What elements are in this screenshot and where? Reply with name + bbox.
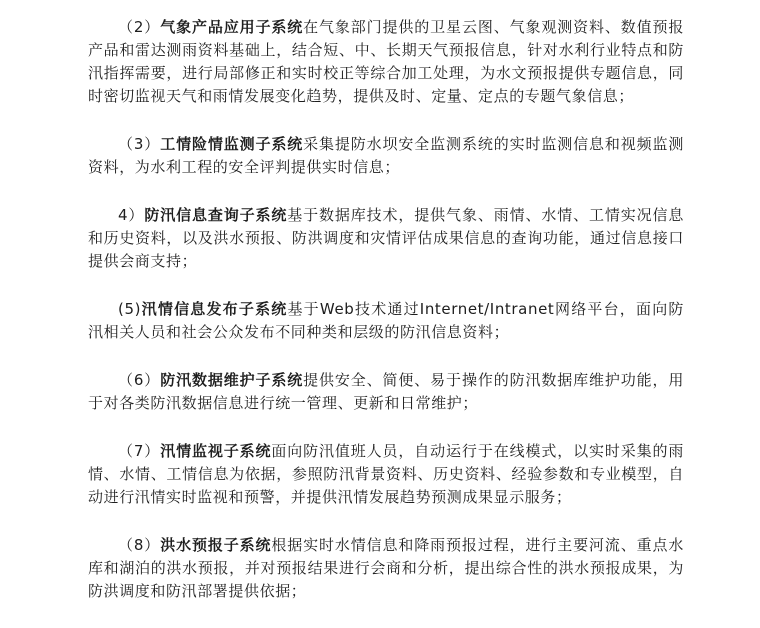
paragraph-info-query bbox=[88, 204, 684, 273]
item-title: 防汛数据维护子系统 bbox=[160, 371, 304, 389]
item-number: （6） bbox=[118, 371, 161, 389]
document-page bbox=[88, 16, 684, 628]
item-title: 汛情信息发布子系统 bbox=[141, 300, 288, 318]
paragraph-weather-products bbox=[88, 16, 684, 108]
item-title: 洪水预报子系统 bbox=[160, 536, 272, 554]
paragraph-flood-monitoring bbox=[88, 440, 684, 509]
paragraph-engineering-monitoring bbox=[88, 133, 684, 179]
item-title: 防汛信息查询子系统 bbox=[144, 206, 288, 224]
paragraph-flood-forecast bbox=[88, 534, 684, 603]
item-number: （7） bbox=[118, 442, 161, 460]
item-body: 提供安全、简便、易于操作的防汛数据库维护功能，用于对各类防汛数据信息进行统一管理、更新和日常维护； bbox=[88, 371, 684, 412]
item-title: 汛情监视子系统 bbox=[160, 442, 272, 460]
item-number: （3） bbox=[118, 135, 161, 153]
item-number: 4） bbox=[118, 206, 145, 224]
item-number: （2） bbox=[118, 18, 161, 36]
item-number: （8） bbox=[118, 536, 161, 554]
item-body: 在气象部门提供的卫星云图、气象观测资料、数值预报产品和雷达测雨资料基础上，结合短、中、长期天气预报信息，针对水利行业特点和防汛指挥需要，进行局部修正和实时校正等综合加工处理，为水文预报提供专题信息，同时密切监视天气和雨情发展变化趋势，提供及时、定量、定点的专题气象信息； bbox=[88, 18, 684, 105]
item-body: 采集提防水坝安全监测系统的实时监测信息和视频监测资料，为水利工程的安全评判提供实时信息； bbox=[88, 135, 684, 176]
item-body: 基于Web技术通过Internet/Intranet网络平台，面向防汛相关人员和社会公众发布不同种类和层级的防汛信息资料； bbox=[88, 300, 684, 341]
paragraph-info-publishing bbox=[88, 298, 684, 344]
item-body: 基于数据库技术，提供气象、雨情、水情、工情实况信息和历史资料，以及洪水预报、防洪调度和灾情评估成果信息的查询功能，通过信息接口提供会商支持； bbox=[88, 206, 684, 270]
item-body: 根据实时水情信息和降雨预报过程，进行主要河流、重点水库和湖泊的洪水预报，并对预报结果进行会商和分析，提出综合性的洪水预报成果，为防洪调度和防汛部署提供依据； bbox=[88, 536, 684, 600]
item-body: 面向防汛值班人员，自动运行于在线模式，以实时采集的雨情、水情、工情信息为依据，参照防汛背景资料、历史资料、经验参数和专业模型，自动进行汛情实时监视和预警，并提供汛情发展趋势预测成果显示服务； bbox=[88, 442, 684, 506]
paragraph-data-maintenance bbox=[88, 369, 684, 415]
item-title: 气象产品应用子系统 bbox=[160, 18, 304, 36]
item-number: (5) bbox=[118, 300, 142, 318]
item-title: 工情险情监测子系统 bbox=[160, 135, 304, 153]
